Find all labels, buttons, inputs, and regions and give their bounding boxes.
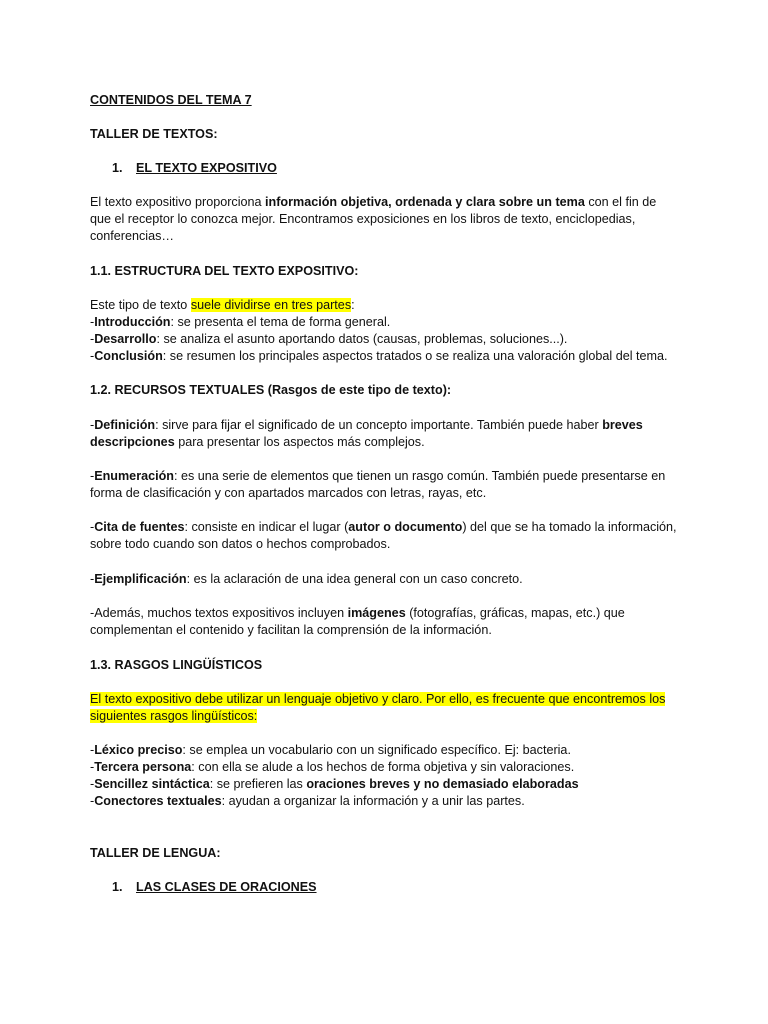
definicion-line-1 — [90, 417, 643, 434]
item-dash: - — [90, 572, 95, 586]
item-dash: - — [90, 332, 95, 346]
rasgos-highlight-2 — [90, 708, 257, 725]
enumeracion-line-1 — [90, 468, 665, 485]
rasgos-highlight-1 — [90, 691, 665, 708]
item-text: : consiste en indicar el lugar ( — [184, 520, 349, 534]
item-dash: - — [90, 418, 95, 432]
section-1-number: 1. — [112, 161, 123, 175]
item-dash: - — [90, 794, 95, 808]
heading-1-3: 1.3. RASGOS LINGÜÍSTICOS — [90, 658, 263, 672]
cita-line-1 — [90, 519, 677, 536]
structure-item — [90, 314, 390, 331]
rasgo-item — [90, 776, 579, 793]
item-term: Introducción — [94, 315, 171, 329]
ademas-line-1 — [90, 605, 625, 622]
lead-text: Este tipo de texto — [90, 298, 191, 312]
intro-bold: información objetiva, ordenada y clara sobre un tema — [265, 195, 585, 209]
section-lengua-title: LAS CLASES DE ORACIONES — [136, 880, 317, 894]
item-text: : se emplea un vocabulario con un significado específico. Ej: bacteria. — [182, 743, 571, 757]
heading-1-1: 1.1. ESTRUCTURA DEL TEXTO EXPOSITIVO: — [90, 264, 359, 278]
item-text: (fotografías, gráficas, mapas, etc.) que — [405, 606, 625, 620]
item-bold: breves — [602, 418, 643, 432]
item-bold: descripciones — [90, 435, 175, 449]
item-term: Desarrollo — [94, 332, 157, 346]
highlight-text: El texto expositivo debe utilizar un lenguaje objetivo y claro. Por ello, es frecuente que encontremos los — [90, 692, 666, 706]
item-text: : con ella se alude a los hechos de forma objetiva y sin valoraciones. — [191, 760, 575, 774]
doc-title: CONTENIDOS DEL TEMA 7 — [90, 93, 252, 107]
section-lengua-number: 1. — [112, 880, 123, 894]
item-dash: - — [90, 469, 95, 483]
structure-item — [90, 348, 668, 365]
highlight-text: siguientes rasgos lingüísticos: — [90, 709, 258, 723]
section-1-title: EL TEXTO EXPOSITIVO — [136, 161, 277, 175]
item-text: : se presenta el tema de forma general. — [170, 315, 391, 329]
item-text: : ayudan a organizar la información y a unir las partes. — [221, 794, 525, 808]
rasgo-item — [90, 742, 571, 759]
ejemplificacion-line — [90, 571, 523, 588]
intro-line-3: conferencias… — [90, 229, 174, 243]
item-term: Sencillez sintáctica — [94, 777, 210, 791]
item-dash: - — [90, 760, 95, 774]
item-term: Conclusión — [94, 349, 163, 363]
item-text: : se prefieren las — [209, 777, 307, 791]
item-text: : se analiza el asunto aportando datos (causas, problemas, soluciones...). — [156, 332, 568, 346]
item-dash: - — [90, 777, 95, 791]
item-dash: - — [90, 349, 95, 363]
definicion-line-2 — [90, 434, 425, 451]
rasgo-item — [90, 793, 525, 810]
heading-taller-lengua: TALLER DE LENGUA: — [90, 846, 221, 860]
heading-1-2: 1.2. RECURSOS TEXTUALES (Rasgos de este tipo de texto): — [90, 383, 452, 397]
section-lengua-heading — [90, 879, 317, 896]
item-text: : sirve para fijar el significado de un concepto importante. También puede haber — [155, 418, 603, 432]
intro-line-1 — [90, 194, 656, 211]
item-text: : se resumen los principales aspectos tratados o se realiza una valoración global del tema. — [162, 349, 668, 363]
item-text: para presentar los aspectos más complejos. — [174, 435, 425, 449]
cita-line-2: sobre todo cuando son datos o hechos comprobados. — [90, 537, 391, 551]
item-bold: autor o documento — [348, 520, 463, 534]
item-term: Léxico preciso — [94, 743, 183, 757]
item-text: -Además, muchos textos expositivos incluyen — [90, 606, 348, 620]
intro-text-end: con el fin de — [584, 195, 657, 209]
item-dash: - — [90, 520, 95, 534]
intro-line-2: que el receptor lo conozca mejor. Encontramos exposiciones en los libros de texto, enciclopedias, — [90, 212, 636, 226]
item-bold: imágenes — [347, 606, 406, 620]
item-term: Tercera persona — [94, 760, 192, 774]
item-text: : es la aclaración de una idea general con un caso concreto. — [186, 572, 523, 586]
item-term: Ejemplificación — [94, 572, 187, 586]
item-text: ) del que se ha tomado la información, — [462, 520, 677, 534]
ademas-line-2: complementan el contenido y facilitan la comprensión de la información. — [90, 623, 492, 637]
intro-text: El texto expositivo proporciona — [90, 195, 266, 209]
lead-highlight: suele dividirse en tres partes — [190, 298, 352, 312]
item-bold: oraciones breves y no demasiado elaboradas — [306, 777, 579, 791]
item-term: Cita de fuentes — [94, 520, 185, 534]
rasgo-item — [90, 759, 574, 776]
item-dash: - — [90, 743, 95, 757]
heading-taller-textos: TALLER DE TEXTOS: — [90, 127, 218, 141]
section-1-heading — [90, 160, 277, 177]
structure-item — [90, 331, 567, 348]
item-term: Definición — [94, 418, 156, 432]
item-text: : es una serie de elementos que tienen un rasgo común. También puede presentarse en — [173, 469, 666, 483]
item-term: Conectores textuales — [94, 794, 222, 808]
item-dash: - — [90, 315, 95, 329]
structure-lead — [90, 297, 355, 314]
lead-colon: : — [351, 298, 355, 312]
enumeracion-line-2: forma de clasificación y con apartados marcados con letras, rayas, etc. — [90, 486, 487, 500]
item-term: Enumeración — [94, 469, 174, 483]
